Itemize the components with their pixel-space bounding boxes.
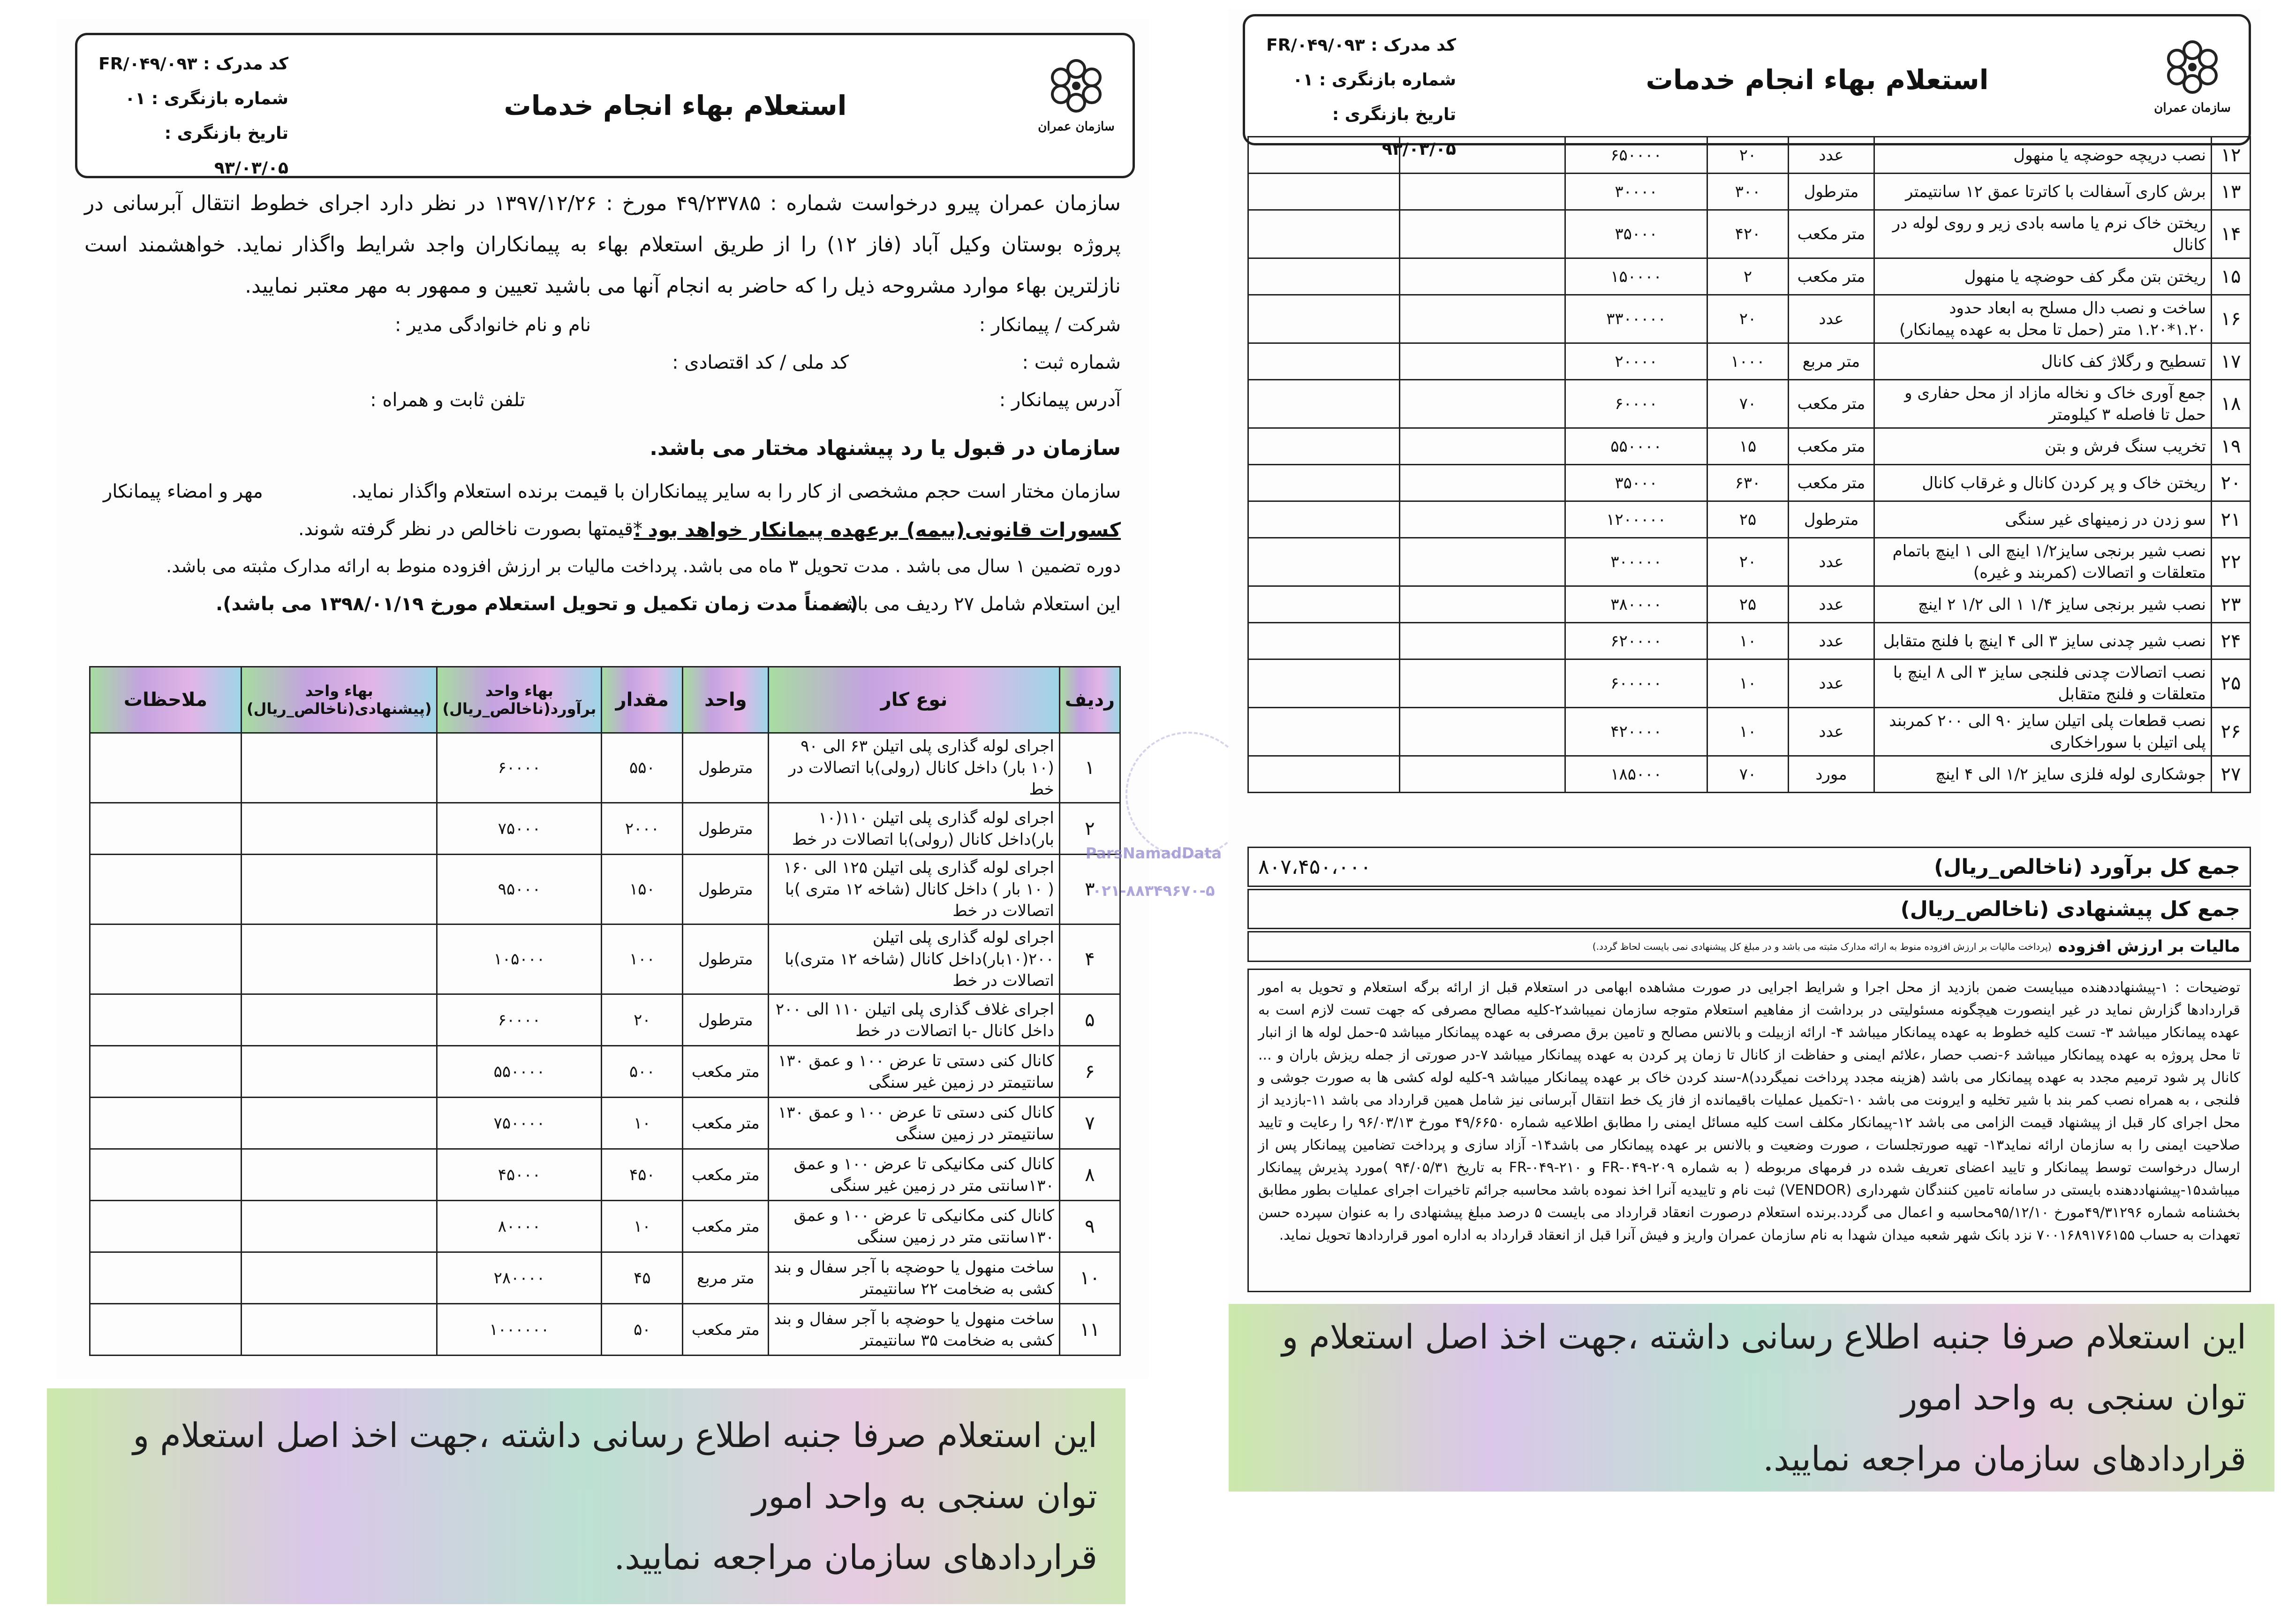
items-table-left bbox=[89, 666, 1121, 1356]
row-unit-price: ۶۰۰۰۰۰ bbox=[1565, 659, 1707, 708]
row-unit-price: ۲۸۰۰۰۰ bbox=[437, 1252, 602, 1304]
company-label: شرکت / پیمانکار : bbox=[979, 314, 1121, 336]
row-description: جمع آوری خاک و نخاله مازاد از محل حفاری و حمل تا فاصله ۳ کیلومتر bbox=[1874, 380, 2212, 428]
row-unit: متر مکعب bbox=[683, 1098, 769, 1149]
watermark-phone: ۰۲۱-۸۸۳۴۹۶۷۰-۵ bbox=[1092, 882, 1215, 900]
row-description: ساخت منهول یا حوضچه با آجر سفال و بند کشی به ضخامت ۲۲ سانتیمتر bbox=[769, 1252, 1059, 1304]
row-proposed-price bbox=[242, 924, 437, 994]
row-notes bbox=[1248, 137, 1400, 174]
row-number: ۲۵ bbox=[2212, 659, 2251, 708]
row-number: ۲۶ bbox=[2212, 708, 2251, 756]
row-proposed-price bbox=[1400, 586, 1565, 623]
row-unit-price: ۳۳۰۰۰۰۰ bbox=[1565, 295, 1707, 343]
table-row bbox=[90, 1149, 1120, 1201]
row-quantity: ۲ bbox=[1707, 258, 1789, 295]
row-unit: مترطول bbox=[683, 924, 769, 994]
row-notes bbox=[1248, 465, 1400, 501]
row-description: نصب قطعات پلی اتیلن سایز ۹۰ الی ۲۰۰ کمربند پلی اتیلن با سوراخکاری bbox=[1874, 708, 2212, 756]
row-proposed-price bbox=[1400, 343, 1565, 380]
table-row bbox=[90, 1201, 1120, 1252]
table-row bbox=[1248, 428, 2251, 465]
row-unit-price: ۱۲۰۰۰۰۰ bbox=[1565, 501, 1707, 538]
manager-label: نام و نام خانوادگی مدیر : bbox=[394, 314, 591, 336]
table-row bbox=[1248, 538, 2251, 586]
logo-text: سازمان عمران bbox=[1038, 120, 1115, 134]
total-proposed-row bbox=[1247, 889, 2251, 929]
row-number: ۱۷ bbox=[2212, 343, 2251, 380]
row-number: ۲۷ bbox=[2212, 756, 2251, 793]
table-row bbox=[1248, 659, 2251, 708]
row-unit: عدد bbox=[1789, 586, 1874, 623]
row-number: ۳ bbox=[1059, 855, 1120, 924]
row-unit: مترطول bbox=[1789, 174, 1874, 210]
row-number: ۵ bbox=[1059, 994, 1120, 1046]
row-proposed-price bbox=[242, 733, 437, 803]
row-description: تسطیح و رگلاژ کف کانال bbox=[1874, 343, 2212, 380]
row-number: ۱۹ bbox=[2212, 428, 2251, 465]
row-description: ریختن بتن مگر کف حوضچه یا منهول bbox=[1874, 258, 2212, 295]
row-proposed-price bbox=[1400, 174, 1565, 210]
table-row bbox=[1248, 210, 2251, 258]
row-proposed-price bbox=[1400, 623, 1565, 659]
table-row bbox=[1248, 756, 2251, 793]
revision-label: شماره بازنگری : bbox=[151, 89, 288, 108]
row-quantity: ۱۰ bbox=[602, 1098, 683, 1149]
row-quantity: ۴۵ bbox=[602, 1252, 683, 1304]
row-proposed-price bbox=[242, 994, 437, 1046]
contractor-fields-row-1 bbox=[84, 314, 1121, 342]
row-proposed-price bbox=[1400, 465, 1565, 501]
deductions-label: کسورات قانونی(بیمه) برعهده پیمانکار خواهد بود . bbox=[634, 518, 1121, 541]
row-unit: متر مکعب bbox=[683, 1201, 769, 1252]
total-estimate-value: ۸۰۷،۴۵۰،۰۰۰ bbox=[1258, 855, 1372, 879]
document-meta bbox=[91, 47, 288, 186]
choice-text: سازمان در قبول یا رد پیشنهاد مختار می باشد. bbox=[650, 436, 1121, 460]
row-unit-price: ۱۸۵۰۰۰ bbox=[1565, 756, 1707, 793]
totals-block bbox=[1247, 847, 2251, 964]
row-proposed-price bbox=[1400, 501, 1565, 538]
header-row-number: ردیف bbox=[1059, 667, 1120, 733]
row-quantity: ۱۰ bbox=[1707, 623, 1789, 659]
row-unit: متر مکعب bbox=[683, 1304, 769, 1356]
address-label: آدرس پیمانکار : bbox=[999, 389, 1121, 411]
table-row bbox=[1248, 174, 2251, 210]
row-number: ۱۴ bbox=[2212, 210, 2251, 258]
row-notes bbox=[90, 733, 242, 803]
row-unit-price: ۳۵۰۰۰ bbox=[1565, 465, 1707, 501]
row-description: نصب شیر برنجی سایز ۱/۴ ۱ الی ۱/۲ ۲ اینچ bbox=[1874, 586, 2212, 623]
registration-label: شماره ثبت : bbox=[1022, 352, 1121, 373]
row-notes bbox=[90, 1201, 242, 1252]
row-proposed-price bbox=[1400, 380, 1565, 428]
row-notes bbox=[1248, 756, 1400, 793]
row-unit: متر مربع bbox=[683, 1252, 769, 1304]
row-quantity: ۱۰۰۰ bbox=[1707, 343, 1789, 380]
row-notes bbox=[1248, 428, 1400, 465]
row-quantity: ۴۲۰ bbox=[1707, 210, 1789, 258]
row-notes bbox=[90, 1252, 242, 1304]
row-unit: متر مکعب bbox=[1789, 428, 1874, 465]
document-header bbox=[75, 33, 1135, 178]
row-unit: مترطول bbox=[683, 855, 769, 924]
row-notes bbox=[90, 855, 242, 924]
row-number: ۲۳ bbox=[2212, 586, 2251, 623]
table-row bbox=[90, 924, 1120, 994]
row-notes bbox=[90, 994, 242, 1046]
row-notes bbox=[1248, 343, 1400, 380]
table-row bbox=[1248, 708, 2251, 756]
row-unit-price: ۱۰۵۰۰۰ bbox=[437, 924, 602, 994]
row-unit-price: ۶۲۰۰۰۰ bbox=[1565, 623, 1707, 659]
row-unit: متر مکعب bbox=[683, 1046, 769, 1098]
table-row bbox=[90, 1098, 1120, 1149]
row-proposed-price bbox=[1400, 659, 1565, 708]
info-banner-left bbox=[47, 1388, 1125, 1604]
banner-line-1: این استعلام صرفا جنبه اطلاع رسانی داشته ،جهت اخذ اصل استعلام و توان سنجی به واحد امور bbox=[1282, 1317, 2246, 1417]
row-number: ۱۱ bbox=[1059, 1304, 1120, 1356]
table-row bbox=[90, 803, 1120, 855]
row-description: اجرای لوله گذاری پلی اتیلن ۱۲۵ الی ۱۶۰ ( ۱۰ بار ) داخل کانال (شاخه ۱۲ متری )با اتصالات در خط bbox=[769, 855, 1059, 924]
row-number: ۶ bbox=[1059, 1046, 1120, 1098]
table-row bbox=[1248, 586, 2251, 623]
row-notes bbox=[1248, 708, 1400, 756]
row-proposed-price bbox=[242, 1201, 437, 1252]
left-page bbox=[56, 19, 1222, 1379]
row-quantity: ۲۰ bbox=[1707, 295, 1789, 343]
row-proposed-price bbox=[1400, 258, 1565, 295]
row-number: ۱۶ bbox=[2212, 295, 2251, 343]
row-unit: عدد bbox=[1789, 708, 1874, 756]
row-unit: متر مکعب bbox=[1789, 258, 1874, 295]
row-description: کانال کنی دستی تا عرض ۱۰۰ و عمق ۱۳۰ سانتیمتر در زمین غیر سنگی bbox=[769, 1046, 1059, 1098]
revision-number: ۰۱ bbox=[125, 89, 146, 108]
row-unit-price: ۶۰۰۰۰ bbox=[437, 994, 602, 1046]
contractor-fields-row-2 bbox=[84, 352, 1121, 380]
row-unit-price: ۵۵۰۰۰۰ bbox=[1565, 428, 1707, 465]
doc-code: FR/۰۴۹/۰۹۳ bbox=[1266, 36, 1365, 55]
row-unit-price: ۳۸۰۰۰۰ bbox=[1565, 586, 1707, 623]
row-quantity: ۴۵۰ bbox=[602, 1149, 683, 1201]
row-unit-price: ۵۵۰۰۰۰ bbox=[437, 1046, 602, 1098]
row-quantity: ۵۰۰ bbox=[602, 1046, 683, 1098]
row-notes bbox=[1248, 295, 1400, 343]
row-quantity: ۱۰۰ bbox=[602, 924, 683, 994]
row-unit-price: ۱۰۰۰۰۰۰ bbox=[437, 1304, 602, 1356]
row-unit: عدد bbox=[1789, 295, 1874, 343]
table-row bbox=[90, 1304, 1120, 1356]
row-proposed-price bbox=[1400, 708, 1565, 756]
row-number: ۱ bbox=[1059, 733, 1120, 803]
row-number: ۱۸ bbox=[2212, 380, 2251, 428]
revision-date: ۹۳/۰۳/۰۵ bbox=[1382, 140, 1456, 159]
row-quantity: ۲۰ bbox=[602, 994, 683, 1046]
row-number: ۲۲ bbox=[2212, 538, 2251, 586]
row-description: نصب شیر چدنی سایز ۳ الی ۴ اینچ با فلنج متقابل bbox=[1874, 623, 2212, 659]
row-notes bbox=[90, 803, 242, 855]
row-notes bbox=[1248, 659, 1400, 708]
row-quantity: ۵۰ bbox=[602, 1304, 683, 1356]
row-unit: مترطول bbox=[1789, 501, 1874, 538]
row-unit-price: ۴۲۰۰۰۰ bbox=[1565, 708, 1707, 756]
total-estimate-label: جمع کل برآورد (ناخالص_ریال) bbox=[1934, 855, 2240, 879]
row-number: ۱۵ bbox=[2212, 258, 2251, 295]
row-quantity: ۲۰ bbox=[1707, 137, 1789, 174]
row-proposed-price bbox=[242, 1252, 437, 1304]
row-proposed-price bbox=[1400, 756, 1565, 793]
row-unit: عدد bbox=[1789, 659, 1874, 708]
table-row bbox=[90, 994, 1120, 1046]
banner-line-2: قراردادهای سازمان مراجعه نمایید. bbox=[614, 1538, 1097, 1577]
row-unit-price: ۴۵۰۰۰ bbox=[437, 1149, 602, 1201]
row-quantity: ۲۵ bbox=[1707, 586, 1789, 623]
revision-number: ۰۱ bbox=[1292, 70, 1314, 90]
row-unit: متر مکعب bbox=[1789, 465, 1874, 501]
row-unit: متر مربع bbox=[1789, 343, 1874, 380]
row-notes bbox=[1248, 380, 1400, 428]
row-unit: متر مکعب bbox=[1789, 380, 1874, 428]
header-notes: ملاحظات bbox=[90, 667, 242, 733]
row-quantity: ۷۰ bbox=[1707, 380, 1789, 428]
row-description: تخریب سنگ فرش و بتن bbox=[1874, 428, 2212, 465]
doc-code-label: کد مدرک : bbox=[203, 54, 288, 74]
row-notes bbox=[1248, 623, 1400, 659]
row-proposed-price bbox=[1400, 428, 1565, 465]
contractor-fields-row-3 bbox=[84, 389, 1121, 417]
row-quantity: ۲۵ bbox=[1707, 501, 1789, 538]
header-proposed-price: بهاء واحد (پیشنهادی(ناخالص_ریال) bbox=[242, 667, 437, 733]
row-number: ۲۱ bbox=[2212, 501, 2251, 538]
banner-line-1: این استعلام صرفا جنبه اطلاع رسانی داشته ،جهت اخذ اصل استعلام و توان سنجی به واحد امور bbox=[133, 1416, 1097, 1516]
rows-count-text: این استعلام شامل ۲۷ ردیف می باشد . bbox=[820, 593, 1121, 615]
row-description: جوشکاری لوله فلزی سایز ۱/۲ الی ۴ اینچ bbox=[1874, 756, 2212, 793]
row-number: ۲۴ bbox=[2212, 623, 2251, 659]
row-unit-price: ۶۰۰۰۰ bbox=[437, 733, 602, 803]
row-proposed-price bbox=[242, 1098, 437, 1149]
row-proposed-price bbox=[1400, 210, 1565, 258]
revision-date: ۹۳/۰۳/۰۵ bbox=[214, 159, 288, 178]
row-number: ۹ bbox=[1059, 1201, 1120, 1252]
revision-date-label: تاریخ بازنگری : bbox=[164, 124, 288, 143]
table-row bbox=[1248, 343, 2251, 380]
row-notes bbox=[90, 1304, 242, 1356]
notes-box: توضیحات : ۱-پیشنهاددهنده میبایست ضمن بازدید از محل اجرا و شرایط اجرایی در صورت مشاهده ابهامی در استعلام قبل از ارائه برگه استعلام و تحویل به امور قراردادها گزارش نماید در غیر اینصورت هیچگونه مسئولیتی در برداشت از مفاهیم استعلام متوجه سازمان نمیباشد۲-کلیه مصالح مصرفی که جهت تست لازم است به عهده پیمانکار میباشد ۳- تست کلیه خطوط به عهده پیمانکار میباشد ۴- ارائه ازبیلت و بالانس مصالح و تامین برق مصرفی به عهده پیمانکار میباشد ۵-حمل لوله ها از انبار تا محل پروژه به عهده پیمانکار میباشد ۶-نصب حصار ،علائم ایمنی و حفاظت از کانال تا زمان پر کردن به عهده پیمانکار میباشد ۷-در صورتی از جمله ریزش باران و ... کانال پر شود ترمیم مجدد به عهده پیمانکار می باشد (هزینه مجدد پرداخت نمیگردد)۸-سند کردن خاک بر عهده پیمانکار میباشد ۹-کلیه لوله کشی ها به صورت جوشی و فلنجی ، به همراه نصب کمر بند با شیر تخلیه و ایرونت می باشد ۱۰-تکمیل عملیات باقیمانده از فاز یک خط انتقال آبرسانی نیز شامل همین قرارداد می باشد ۱۱-بازدید از محل اجرای کار قبل از پیشنهاد قیمت الزامی می باشد ۱۲-پیمانکار مکلف است کلیه مسائل ایمنی را مطابق اطلاعیه شماره ۴۹/۶۶۵۰ مورخ ۹۶/۰۳/۱۳ را رعایت و تایید صلاحیت ایمنی را به سازمان ارائه نماید۱۳- تهیه صورتجلسات ، صورت وضعیت و بالانس بر عهده پیمانکار می باشد۱۴- آزاد سازی و پرداخت تضامین پیمانکار پس از ارسال درخواست توسط پیمانکار و تایید اعضای تعریف شده در فرمهای مربوطه ( به شماره FR-۰۴۹-۲۰۹ و FR-۰۴۹-۲۱۰ به تاریخ ۹۴/۰۵/۳۱ )مورد پذیرش پیمانکار میباشد۱۵-پیشنهاددهنده بایستی در سامانه تامین کنندگان شهرداری (VENDOR) ثبت نام و تاییدیه آنرا اخذ نموده باشد محاسبه جرائم تاخیرات اجرای عملیات بطور مطابق بخشنامه شماره ۴۹/۳۱۲۹۶مورخ ۹۵/۱۲/۱۰محاسبه و اعمال می گردد.برنده استعلام درصورت انعقاد قرارداد می بایست ۵ درصد مبلغ پیشنهادی را به عنوان سپرده حسن تعهدات به حساب ۷۰۰۱۶۸۹۱۷۶۱۵۵ نزد بانک شهر شعبه میدان شهدا به نام سازمان عمران واریز و فیش آنرا قبل از انعقاد قرارداد به اداره امور قراردادها تحویل نماید. bbox=[1247, 969, 2251, 1292]
row-description: اجرای لوله گذاری پلی اتیلن ۲۰۰(۱۰بار)داخل کانال (شاخه ۱۲ متری)با اتصالات در خط bbox=[769, 924, 1059, 994]
row-description: نصب دریچه حوضچه یا منهول bbox=[1874, 137, 2212, 174]
table-row bbox=[90, 1252, 1120, 1304]
row-unit-price: ۹۵۰۰۰ bbox=[437, 855, 602, 924]
row-proposed-price bbox=[242, 1304, 437, 1356]
row-unit-price: ۱۵۰۰۰۰ bbox=[1565, 258, 1707, 295]
table-row bbox=[90, 733, 1120, 803]
row-number: ۸ bbox=[1059, 1149, 1120, 1201]
row-notes bbox=[90, 1098, 242, 1149]
row-quantity: ۶۳۰ bbox=[1707, 465, 1789, 501]
vat-note: (پرداخت مالیات بر ارزش افزوده منوط به ارائه مدارک مثبته می باشد و در مبلغ کل پیشنهادی نمی بایست لحاظ گردد.) bbox=[1592, 941, 2052, 952]
row-quantity: ۱۵ bbox=[1707, 428, 1789, 465]
table-row bbox=[1248, 137, 2251, 174]
vat-label: مالیات بر ارزش افزوده bbox=[2058, 937, 2240, 956]
national-code-label: کد ملی / کد اقتصادی : bbox=[672, 352, 849, 373]
row-proposed-price bbox=[242, 1149, 437, 1201]
banner-line-2: قراردادهای سازمان مراجعه نمایید. bbox=[1763, 1439, 2246, 1478]
row-description: برش کاری آسفالت با کاترتا عمق ۱۲ سانتیمتر bbox=[1874, 174, 2212, 210]
row-description: اجرای لوله گذاری پلی اتیلن ۱۱۰(۱۰ بار)داخل کانال (رولی)با اتصالات در خط bbox=[769, 803, 1059, 855]
guarantee-text: دوره تضمین ۱ سال می باشد . مدت تحویل ۳ ماه می باشد. پرداخت مالیات بر ارزش افزوده منوط به ارائه مدارک مثبته می باشد. bbox=[166, 556, 1121, 576]
header-unit: واحد bbox=[683, 667, 769, 733]
row-quantity: ۱۰ bbox=[1707, 708, 1789, 756]
signature-label: مهر و امضاء پیمانکار bbox=[103, 481, 263, 502]
row-number: ۷ bbox=[1059, 1098, 1120, 1149]
row-proposed-price bbox=[242, 855, 437, 924]
row-description: کانال کنی مکانیکی تا عرض ۱۰۰ و عمق ۱۳۰سانتی متر در زمین غیر سنگی bbox=[769, 1149, 1059, 1201]
row-notes bbox=[1248, 586, 1400, 623]
row-description: کانال کنی دستی تا عرض ۱۰۰ و عمق ۱۳۰ سانتیمتر در زمین سنگی bbox=[769, 1098, 1059, 1149]
row-description: اجرای غلاف گذاری پلی اتیلن ۱۱۰ الی ۲۰۰ داخل کانال -با اتصالات در خط bbox=[769, 994, 1059, 1046]
table-row bbox=[1248, 623, 2251, 659]
row-number: ۱۲ bbox=[2212, 137, 2251, 174]
row-quantity: ۱۰ bbox=[1707, 659, 1789, 708]
row-proposed-price bbox=[1400, 538, 1565, 586]
row-number: ۲ bbox=[1059, 803, 1120, 855]
logo-text: سازمان عمران bbox=[2154, 101, 2231, 115]
revision-date-label: تاریخ بازنگری : bbox=[1332, 105, 1456, 124]
total-proposed-label: جمع کل پیشنهادی (ناخالص_ریال) bbox=[1900, 897, 2240, 921]
table-row bbox=[90, 855, 1120, 924]
row-unit: مترطول bbox=[683, 803, 769, 855]
table-row bbox=[90, 1046, 1120, 1098]
row-quantity: ۳۰۰ bbox=[1707, 174, 1789, 210]
row-description: ریختن خاک نرم یا ماسه بادی زیر و روی لوله در کانال bbox=[1874, 210, 2212, 258]
document-title: استعلام بهاء انجام خدمات bbox=[504, 90, 847, 121]
table-row bbox=[1248, 465, 2251, 501]
deadline-text: (ضمناً مدت زمان تکمیل و تحویل استعلام مورخ ۱۳۹۸/۰۱/۱۹ می باشد). bbox=[216, 593, 859, 615]
row-description: ساخت منهول یا حوضچه با آجر سفال و بند کشی به ضخامت ۳۵ سانتیمتر bbox=[769, 1304, 1059, 1356]
table-row bbox=[1248, 380, 2251, 428]
table-row bbox=[1248, 295, 2251, 343]
row-proposed-price bbox=[1400, 295, 1565, 343]
row-unit-price: ۳۰۰۰۰۰ bbox=[1565, 538, 1707, 586]
row-unit: عدد bbox=[1789, 623, 1874, 659]
row-number: ۱۳ bbox=[2212, 174, 2251, 210]
row-notes bbox=[1248, 210, 1400, 258]
row-notes bbox=[1248, 501, 1400, 538]
row-unit-price: ۳۵۰۰۰ bbox=[1565, 210, 1707, 258]
header-unit-price: بهاء واحد برآورد(ناخالص_ریال) bbox=[437, 667, 602, 733]
row-notes bbox=[1248, 174, 1400, 210]
row-description: ریختن خاک و پر کردن کانال و غرقاب کانال bbox=[1874, 465, 2212, 501]
table-row bbox=[1248, 258, 2251, 295]
row-unit-price: ۷۵۰۰۰۰ bbox=[437, 1098, 602, 1149]
row-number: ۴ bbox=[1059, 924, 1120, 994]
row-quantity: ۲۰ bbox=[1707, 538, 1789, 586]
header-description: نوع کار bbox=[769, 667, 1059, 733]
row-unit-price: ۸۰۰۰۰ bbox=[437, 1201, 602, 1252]
row-number: ۱۰ bbox=[1059, 1252, 1120, 1304]
row-quantity: ۱۰ bbox=[602, 1201, 683, 1252]
info-banner-right bbox=[1229, 1304, 2274, 1492]
table-body-left bbox=[90, 733, 1120, 1356]
row-unit: عدد bbox=[1789, 137, 1874, 174]
row-proposed-price bbox=[242, 1046, 437, 1098]
row-quantity: ۷۰ bbox=[1707, 756, 1789, 793]
row-unit: مورد bbox=[1789, 756, 1874, 793]
row-unit: مترطول bbox=[683, 733, 769, 803]
table-row bbox=[1248, 501, 2251, 538]
row-description: نصب اتصالات چدنی فلنجی سایز ۳ الی ۸ اینچ با متعلقات و فلنج متقابل bbox=[1874, 659, 2212, 708]
row-notes bbox=[90, 924, 242, 994]
total-estimate-row bbox=[1247, 847, 2251, 887]
deductions-note: *قیمتها بصورت ناخالص در نظر گرفته شوند. bbox=[298, 518, 642, 540]
row-number: ۲۰ bbox=[2212, 465, 2251, 501]
row-unit-price: ۶۰۰۰۰ bbox=[1565, 380, 1707, 428]
watermark-brand: ParsNamadData bbox=[1085, 844, 1222, 862]
row-description: ساخت و نصب دال مسلح به ابعاد حدود ۱.۲۰*۱.۲۰ متر (حمل تا محل به عهده پیمانکار) bbox=[1874, 295, 2212, 343]
header-quantity: مقدار bbox=[602, 667, 683, 733]
row-description: سو زدن در زمینهای غیر سنگی bbox=[1874, 501, 2212, 538]
right-page bbox=[1229, 9, 2260, 1304]
row-notes bbox=[90, 1046, 242, 1098]
volume-text: سازمان مختار است حجم مشخصی از کار را به سایر پیمانکاران با قیمت برنده استعلام واگذار نماید. bbox=[351, 481, 1121, 502]
row-unit: عدد bbox=[1789, 538, 1874, 586]
row-notes bbox=[90, 1149, 242, 1201]
intro-paragraph: سازمان عمران پیرو درخواست شماره : ۴۹/۲۳۷۸۵ مورخ : ۱۳۹۷/۱۲/۲۶ در نظر دارد اجرای خطوط انتقال آبرسانی در پروژه بوستان وکیل آباد (فاز ۱۲) را از طریق استعلام بهاء به پیمانکاران واجد شرایط واگذار نماید. خواهشمند است نازلترین بهاء موارد مشروحه ذیل را که حاضر به انجام آنها می باشید تعیین و ممهور به مهر معتبر نمایید. bbox=[84, 191, 1121, 298]
row-description: اجرای لوله گذاری پلی اتیلن ۶۳ الی ۹۰ (۱۰ بار) داخل کانال (رولی)با اتصالات در خط bbox=[769, 733, 1059, 803]
row-proposed-price bbox=[242, 803, 437, 855]
row-unit: متر مکعب bbox=[1789, 210, 1874, 258]
row-quantity: ۱۵۰ bbox=[602, 855, 683, 924]
table-body-right bbox=[1248, 137, 2251, 793]
row-notes bbox=[1248, 258, 1400, 295]
row-unit-price: ۶۵۰۰۰۰ bbox=[1565, 137, 1707, 174]
items-table-right bbox=[1247, 136, 2251, 793]
row-notes bbox=[1248, 538, 1400, 586]
row-unit-price: ۷۵۰۰۰ bbox=[437, 803, 602, 855]
vat-row bbox=[1247, 931, 2251, 962]
row-unit: مترطول bbox=[683, 994, 769, 1046]
row-quantity: ۵۵۰ bbox=[602, 733, 683, 803]
table-header-row bbox=[90, 667, 1120, 733]
row-description: کانال کنی مکانیکی تا عرض ۱۰۰ و عمق ۱۳۰سانتی متر در زمین سنگی bbox=[769, 1201, 1059, 1252]
phone-label: تلفن ثابت و همراه : bbox=[370, 389, 525, 411]
row-unit-price: ۲۰۰۰۰ bbox=[1565, 343, 1707, 380]
row-quantity: ۲۰۰۰ bbox=[602, 803, 683, 855]
row-description: نصب شیر برنجی سایز۱/۲ اینچ الی ۱ اینچ باتمام متعلقات و اتصالات (کمربند و غیره) bbox=[1874, 538, 2212, 586]
row-unit-price: ۳۰۰۰۰ bbox=[1565, 174, 1707, 210]
doc-code: FR/۰۴۹/۰۹۳ bbox=[98, 54, 197, 74]
row-proposed-price bbox=[1400, 137, 1565, 174]
revision-label: شماره بازنگری : bbox=[1319, 70, 1456, 90]
row-unit: متر مکعب bbox=[683, 1149, 769, 1201]
doc-code-label: کد مدرک : bbox=[1371, 36, 1456, 55]
document-title-right: استعلام بهاء انجام خدمات bbox=[1646, 64, 1989, 96]
